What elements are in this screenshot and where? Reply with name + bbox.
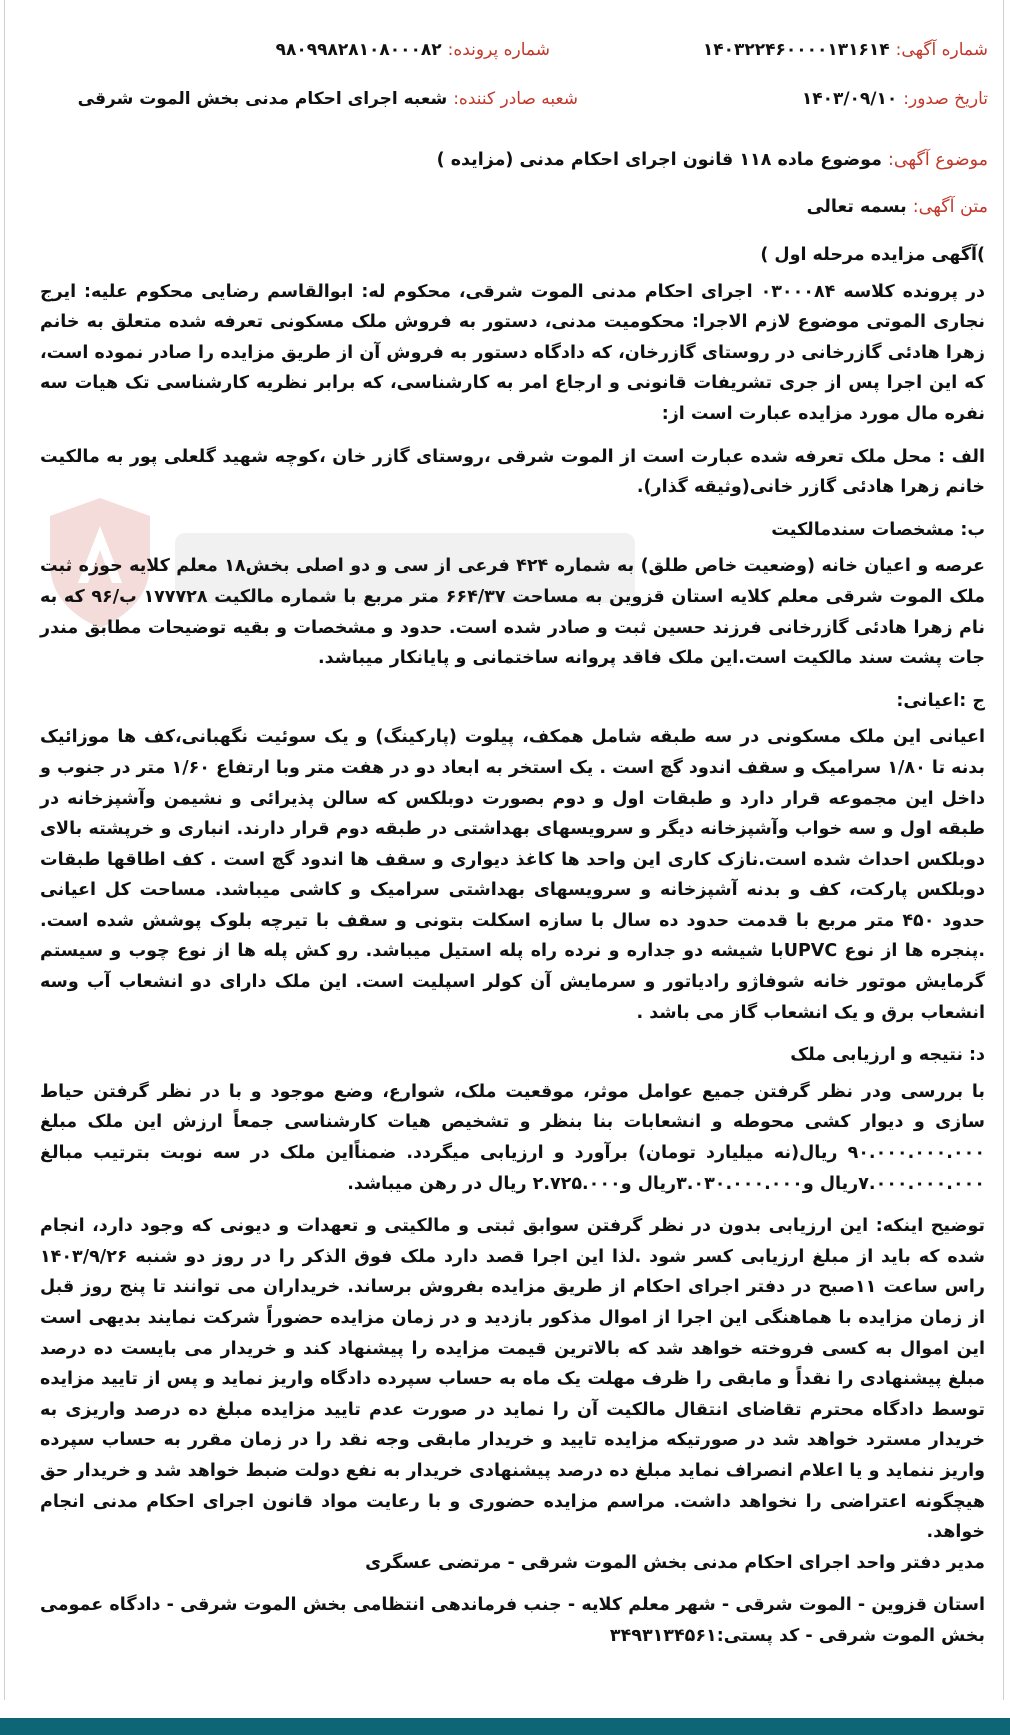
signature-line: مدیر دفتر واحد اجرای احکام مدنی بخش الموت شرقی - مرتضی عسگری bbox=[365, 1552, 985, 1573]
section-c-heading: ج :اعیانی: bbox=[896, 690, 985, 711]
issuer bbox=[78, 89, 578, 109]
ad-text-heading bbox=[807, 197, 988, 217]
ad-number-value: ۱۴۰۳۲۲۴۶۰۰۰۰۱۳۱۶۱۴ bbox=[702, 40, 890, 60]
footer-address: استان قزوین - الموت شرقی - شهر معلم کلایه - جنب فرماندهی انتظامی بخش الموت شرقی - دادگاه عمومی بخش الموت شرقی - کد پستی:۳۴۹۳۱۳۴۵۶۱ bbox=[40, 1595, 985, 1646]
section-d-paragraph: با بررسی ودر نظر گرفتن جمیع عوامل موثر، موقعیت ملک، شوارع، وضع موجود و با در نظر گرفتن حیاط سازی و دیوار کشی محوطه و انشعابات بنا بنظر و تشخیص هیات کارشناسی جمعاً ارزش این ملک مبلغ ۹۰.۰۰۰.۰۰۰.۰۰۰ ریال(نه میلیارد تومان) برآورد و ارزیابی میگردد. ضمناًاین ملک در سه نوبت بترتیب مبالغ ۷.۰۰۰.۰۰۰.۰۰۰ریال و۳.۰۳۰.۰۰۰.۰۰۰ریال و۲.۷۲۵.۰۰۰ ریال در رهن میباشد. bbox=[40, 1081, 985, 1194]
subject-label: موضوع آگهی: bbox=[887, 150, 988, 170]
ad-title: )آگهی مزایده مرحله اول ) bbox=[760, 245, 985, 265]
section-a-paragraph: الف : محل ملک تعرفه شده عبارت است از الموت شرقی ،روستای گازر خان ،کوچه شهید گلعلی پور به مالکیت خانم زهرا هادئی گازر خانی(وثیقه گذار). bbox=[40, 446, 985, 498]
explanation-paragraph: توضیح اینکه: این ارزیابی بدون در نظر گرفتن سوابق ثبتی و مالکیتی و تعهدات و دیونی که وجود دارد، انجام شده که باید از مبلغ ارزیابی کسر شود .لذا این اجرا قصد دارد ملک فوق الذکر را در روز دو شنبه ۱۴۰۳/۹/۲۶ راس ساعت ۱۱صبح در دفتر اجرای احکام از طریق مزایده بفروش برساند. خریداران می توانند تا پنج روز قبل از زمان مزایده با هماهنگی این اجرا از اموال مذکور بازدید و در زمان مزایده حضوراً شرکت نمایند بدیهی است این اموال به کسی فروخته خواهد شد که بالاترین قیمت مزایده را پیشنهاد کند و خریدار می بایست ده درصد مبلغ پیشنهادی را نقداً و مابقی را ظرف مهلت یک ماه به حساب سپرده دادگاه واریز نماید و پس از تایید مزایده توسط دادگاه محترم تقاضای انتقال مالکیت آن را نماید در صورت عدم تایید مزایده مبلغ ده درصد واریزی به خریدار مسترد خواهد شد در صورتیکه مزایده تایید و خریدار مابقی وجه نقد را در زمان مقرر به حساب سپرده واریز ننماید و یا اعلام انصراف نماید مبلغ ده درصد پیشنهادی خریدار به نفع دولت ضبط خواهد شد و خریدار حق هیچگونه اعتراضی را نخواهد داشت. مراسم مزایده حضوری و با رعایت مواد قانون اجرای احکام مدنی انجام خواهد. bbox=[40, 1216, 985, 1543]
ad-text-label: متن آگهی: bbox=[912, 197, 988, 217]
file-number-label: شماره پرونده: bbox=[447, 40, 550, 60]
intro-paragraph: در پرونده کلاسه ۰۳۰۰۰۸۴ اجرای احکام مدنی الموت شرقی، محکوم له: ابوالقاسم رضایی محکوم علیه: ایرج نجاری الموتی موضوع لازم الاجرا: محکومیت مدنی، دستور به فروش ملک مسکونی تعرفه شده متعلق به خانم زهرا هادئی گازرخانی در روستای گازرخان، که دادگاه دستور به فروش آن از طریق مزایده را صادر نموده است، که این اجرا پس از جری تشریفات قانونی و ارجاع امر به کارشناسی، که برابر نظریه کارشناسی تک هیات سه نفره مال مورد مزایده عبارت است از: bbox=[40, 281, 985, 424]
issue-date bbox=[802, 89, 988, 109]
section-b-heading: ب: مشخصات سندمالکیت bbox=[771, 519, 985, 540]
section-b-paragraph: عرصه و اعیان خانه (وضعیت خاص طلق) به شماره ۴۲۴ فرعی از سی و دو اصلی بخش۱۸ معلم کلایه حوزه ثبت ملک الموت شرقی معلم کلایه استان قزوین به مساحت ۶۶۴/۳۷ متر مربع با شماره مالکیت ۱۷۷۷۲۸ ب/۹۶ که به نام زهرا هادئی گازرخانی فرزند حسین ثبت و صادر شده است. حدود و مشخصات و بقیه توضیحات مطابق مندر جات پشت سند مالکیت است.این ملک فاقد پروانه ساختمانی و پایانکار میباشد. bbox=[40, 556, 986, 669]
section-d-heading: د: نتیجه و ارزیابی ملک bbox=[790, 1045, 985, 1066]
ad-number-label: شماره آگهی: bbox=[895, 40, 988, 60]
ad-number bbox=[703, 40, 988, 60]
issue-date-value: ۱۴۰۳/۰۹/۱۰ bbox=[801, 89, 898, 109]
ad-body bbox=[40, 240, 985, 1664]
issue-date-label: تاریخ صدور: bbox=[903, 89, 988, 109]
subject bbox=[437, 150, 988, 170]
bottom-bar bbox=[0, 1718, 1010, 1735]
file-number bbox=[276, 40, 550, 60]
subject-value: موضوع ماده ۱۱۸ قانون اجرای احکام مدنی (مزایده ) bbox=[436, 150, 882, 170]
issuer-value: شعبه اجرای احکام مدنی بخش الموت شرقی bbox=[77, 89, 448, 109]
issuer-label: شعبه صادر کننده: bbox=[453, 89, 578, 109]
file-number-value: ۹۸۰۹۹۸۲۸۱۰۸۰۰۰۸۲ bbox=[275, 40, 442, 60]
ad-text-value: بسمه تعالی bbox=[806, 197, 907, 217]
section-c-paragraph: اعیانی این ملک مسکونی در سه طبقه شامل همکف، پیلوت (پارکینگ) و یک سوئیت نگهبانی،کف ها موزائیک بدنه تا ۱/۸۰ سرامیک و سقف اندود گچ است . یک استخر به ابعاد دو در هفت متر وبا ارتفاع ۱/۶۰ متر در جنوب و داخل این مجموعه قرار دارد و طبقات اول و دوم بصورت دوبلکس که سالن پذیرائی و نشیمن وآشپزخانه در طبقه اول و سه خواب وآشپزخانه دیگر و سرویسهای بهداشتی در طبقه دوم قرار دارند. انباری و خرپشته بالای دوبلکس احداث شده است.نازک کاری این واحد ها کاغذ دیواری و سقف ها اندود گچ است . کف اطاقها طبقات دوبلکس پارکت، کف و بدنه آشپزخانه و سرویسهای بهداشتی سرامیک و کاشی میباشد. مساحت کل اعیانی حدود ۴۵۰ متر مربع با قدمت حدود ده سال با سازه اسکلت بتونی و سقف با تیرچه بلوک پوشش شده است. .پنجره ها از نوع UPVCبا شیشه دو جداره و نرده راه پله استیل میباشد. رو کش پله ها از نوع چوب و سیستم گرمایش موتور خانه شوفاژو رادیاتور و سرمایش آن کولر اسپلیت است. این ملک دارای دو انشعاب آب وسه انشعاب برق و یک انشعاب گاز می باشد . bbox=[40, 727, 986, 1023]
